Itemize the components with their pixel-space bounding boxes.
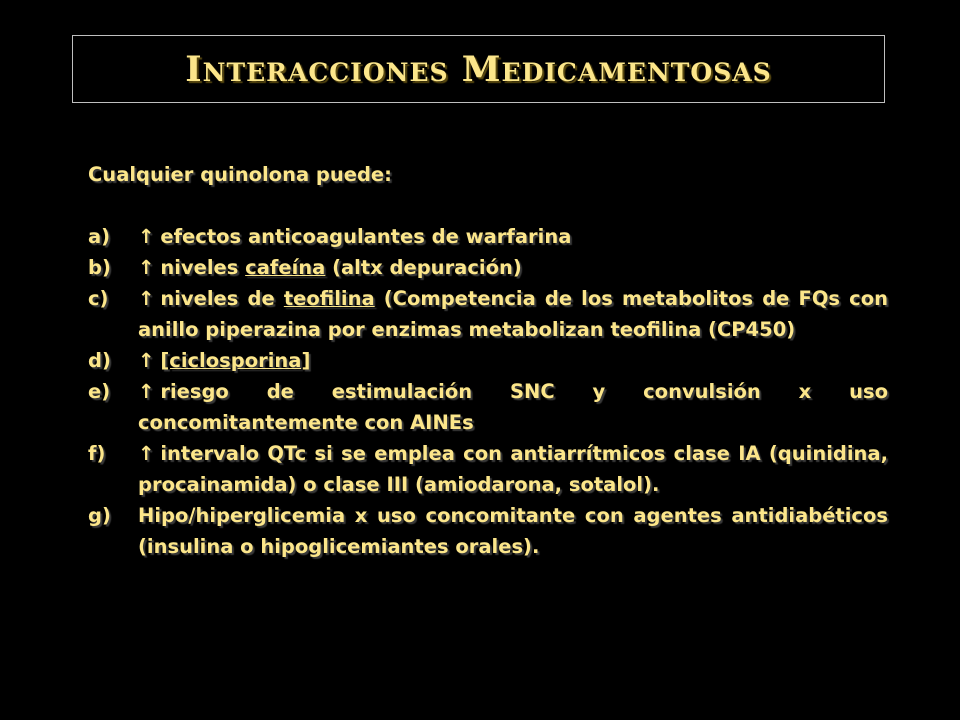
list-item: [88, 345, 888, 376]
arrow-up-icon: ↑: [138, 349, 155, 372]
item-marker: f): [88, 442, 106, 465]
arrow-up-icon: ↑: [138, 380, 155, 403]
arrow-up-icon: ↑: [138, 256, 155, 279]
item-marker: d): [88, 349, 111, 372]
item-underlined-term: cafeína: [245, 256, 326, 279]
arrow-up-icon: ↑: [138, 225, 155, 248]
item-marker: c): [88, 287, 109, 310]
item-marker: e): [88, 380, 111, 403]
arrow-up-icon: ↑: [138, 442, 155, 465]
item-underlined-term: [ciclosporina]: [160, 349, 311, 372]
item-text: niveles: [160, 256, 246, 279]
item-text-tail: (Competencia de los metabolitos de FQs con anillo piperazina por enzimas metabolizan teofilina (CP450): [138, 287, 889, 341]
list-item: [88, 283, 888, 345]
list-item: [88, 376, 888, 438]
item-text: intervalo QTc si se emplea con antiarrítmicos clase IA (quinidina, procainamida) o clase III (amiodarona, sotalol).: [138, 442, 888, 496]
item-text: Hipo/hiperglicemia x uso concomitante con agentes antidiabéticos (insulina o hipoglicemiantes orales).: [138, 504, 888, 558]
list-item: [88, 438, 888, 500]
interaction-list: [88, 221, 888, 562]
item-text: efectos anticoagulantes de warfarina: [160, 225, 572, 248]
item-marker: b): [88, 256, 111, 279]
item-marker: g): [88, 504, 111, 527]
title-box: [72, 35, 885, 103]
intro-text: Cualquier quinolona puede:: [88, 163, 392, 186]
arrow-up-icon: ↑: [138, 287, 155, 310]
item-text: niveles de: [160, 287, 284, 310]
item-text-tail: (altx depuración): [325, 256, 522, 279]
list-item: [88, 252, 888, 283]
slide-content: [88, 159, 888, 562]
list-item: [88, 500, 888, 562]
slide-title: Interacciones Medicamentosas: [185, 48, 772, 90]
item-text: riesgo de estimulación SNC y convulsión x uso concomitantemente con AINEs: [138, 380, 888, 434]
list-item: [88, 221, 888, 252]
item-marker: a): [88, 225, 111, 248]
item-underlined-term: teofilina: [283, 287, 375, 310]
